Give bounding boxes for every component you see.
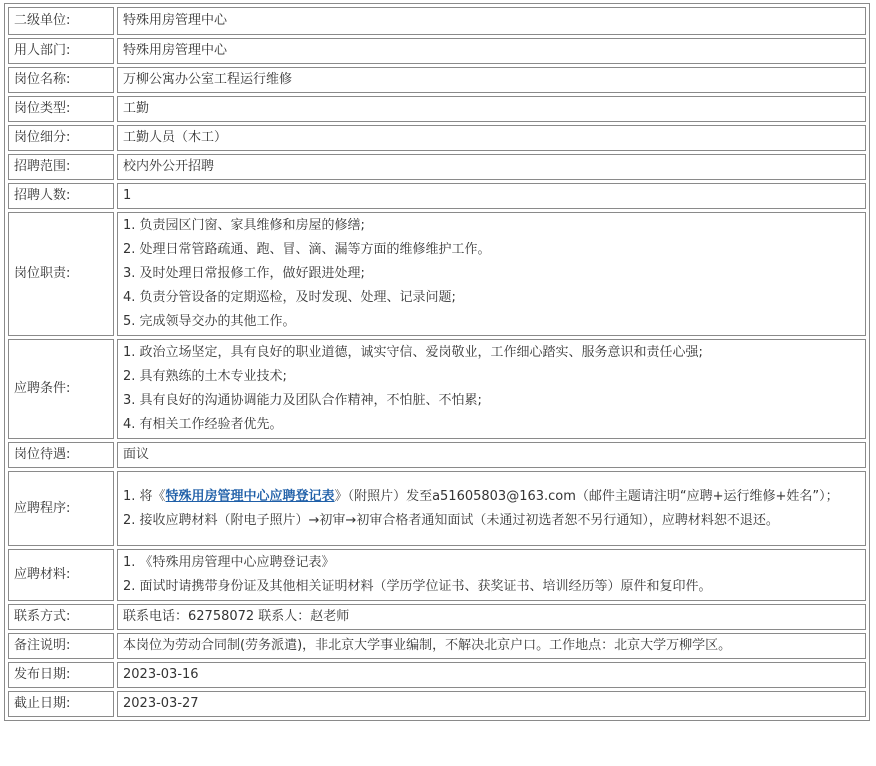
table-row (8, 125, 866, 151)
requirements-list (117, 339, 866, 439)
table-row (8, 633, 866, 659)
registration-form-link[interactable]: 特殊用房管理中心应聘登记表 (165, 488, 335, 504)
list-item (123, 485, 860, 509)
row-value: 2023-03-27 (117, 691, 866, 717)
list-item: 2. 面试时请携带身份证及其他相关证明材料（学历学位证书、获奖证书、培训经历等）原件和复印件。 (123, 579, 712, 594)
list-item: 5. 完成领导交办的其他工作。 (123, 314, 296, 329)
row-value: 校内外公开招聘 (117, 154, 866, 180)
row-label: 岗位名称: (8, 67, 114, 93)
row-label: 岗位职责: (8, 212, 114, 336)
row-label: 发布日期: (8, 662, 114, 688)
list-item: 4. 有相关工作经验者优先。 (123, 417, 283, 432)
table-row (8, 7, 866, 35)
row-label: 应聘条件: (8, 339, 114, 439)
list-item: 2. 具有熟练的土木专业技术; (123, 369, 287, 384)
table-row-materials (8, 549, 866, 601)
row-label: 岗位类型: (8, 96, 114, 122)
row-value: 2023-03-16 (117, 662, 866, 688)
table-row-procedure (8, 471, 866, 546)
row-label: 应聘程序: (8, 471, 114, 546)
row-label: 应聘材料: (8, 549, 114, 601)
list-item: 3. 及时处理日常报修工作，做好跟进处理; (123, 266, 365, 281)
step1-prefix: 1. 将《 (123, 488, 166, 504)
row-value: 工勤 (117, 96, 866, 122)
list-item: 4. 负责分管设备的定期巡检，及时发现、处理、记录问题; (123, 290, 456, 305)
table-row (8, 67, 866, 93)
row-label: 招聘范围: (8, 154, 114, 180)
row-label: 岗位待遇: (8, 442, 114, 468)
procedure-list (117, 471, 866, 546)
table-row (8, 183, 866, 209)
row-value: 1 (117, 183, 866, 209)
list-item: 3. 具有良好的沟通协调能力及团队合作精神，不怕脏、不怕累; (123, 393, 482, 408)
list-item: 2. 接收应聘材料（附电子照片）→初审→初审合格者通知面试（未通过初选者恕不另行通知），应聘材料恕不退还。 (123, 512, 779, 528)
row-label: 联系方式: (8, 604, 114, 630)
list-item: 2. 处理日常管路疏通、跑、冒、滴、漏等方面的维修维护工作。 (123, 242, 491, 257)
job-details-table (4, 3, 870, 721)
table-row (8, 604, 866, 630)
table-row (8, 96, 866, 122)
row-value: 工勤人员（木工） (117, 125, 866, 151)
list-item: 1. 负责园区门窗、家具维修和房屋的修缮; (123, 218, 365, 233)
list-item: 1. 《特殊用房管理中心应聘登记表》 (123, 555, 335, 570)
list-item: 1. 政治立场坚定，具有良好的职业道德，诚实守信、爱岗敬业，工作细心踏实、服务意识和责任心强; (123, 345, 703, 360)
table-row-requirements (8, 339, 866, 439)
row-label: 二级单位: (8, 7, 114, 35)
row-label: 岗位细分: (8, 125, 114, 151)
table-row (8, 691, 866, 717)
row-value: 本岗位为劳动合同制(劳务派遣)，非北京大学事业编制，不解决北京户口。工作地点：北京大学万柳学区。 (117, 633, 866, 659)
row-label: 备注说明: (8, 633, 114, 659)
table-row (8, 662, 866, 688)
row-value: 特殊用房管理中心 (117, 7, 866, 35)
step1-suffix: 》（附照片）发至a51605803@163.com（邮件主题请注明“应聘+运行维修+姓名”）； (334, 488, 839, 504)
row-value: 面议 (117, 442, 866, 468)
duties-list (117, 212, 866, 336)
row-label: 用人部门: (8, 38, 114, 64)
row-value: 万柳公寓办公室工程运行维修 (117, 67, 866, 93)
table-row (8, 38, 866, 64)
row-value: 特殊用房管理中心 (117, 38, 866, 64)
row-label: 招聘人数: (8, 183, 114, 209)
table-row-duties (8, 212, 866, 336)
table-row (8, 154, 866, 180)
table-row (8, 442, 866, 468)
row-value: 联系电话：62758072 联系人：赵老师 (117, 604, 866, 630)
row-label: 截止日期: (8, 691, 114, 717)
materials-list (117, 549, 866, 601)
